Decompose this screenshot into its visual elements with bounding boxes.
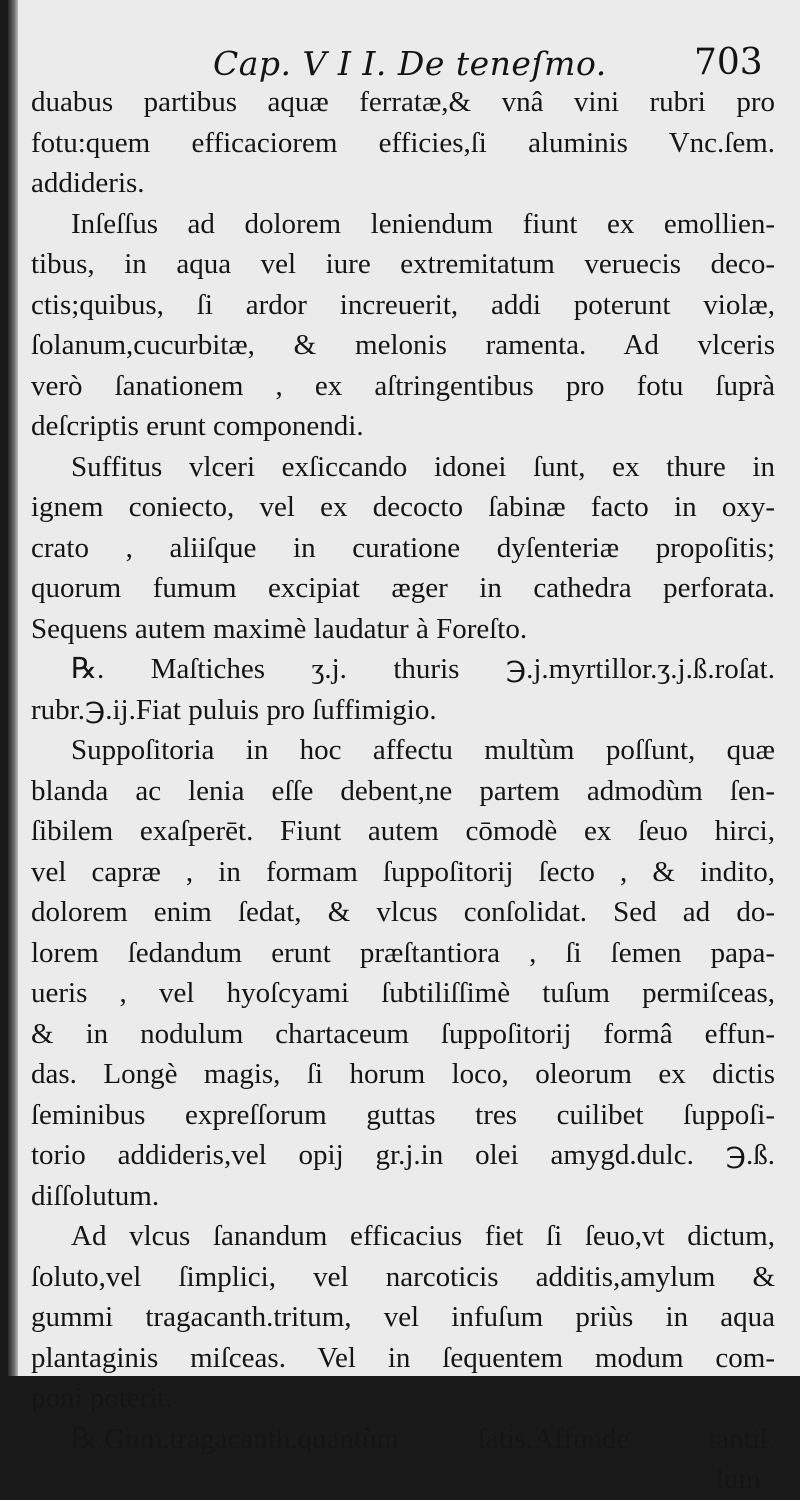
text-line: vel capræ , in formam ſuppoſitorij ſecto , & indito, [31,855,775,888]
book-page [8,0,800,1495]
text-line: crato , aliiſque in curatione dyſenteriæ propoſitis; [31,531,775,564]
paragraph-first-line: Inſeſſus ad dolorem leniendum fiunt ex emollien- [71,207,775,240]
page-number: 703 [694,42,763,83]
catchword: lum [715,1463,761,1495]
text-line: ueris , vel hyoſcyami ſubtiliſſimè tuſum permiſceas, [31,977,775,1009]
text-line: ſolanum,cucurbitæ, & melonis ramenta. Ad vlceris [31,329,775,361]
text-line: torio addideris,vel opij gr.j.in olei amygd.dulc. ℈.ß. [31,1139,775,1171]
paragraph-first-line: Suffitus vlceri exſiccando idonei ſunt, ex thure in [71,450,775,483]
text-line: fotu:quem efficaciorem efficies,ſi aluminis Vnc.ſem. [31,126,775,159]
recipe-first-line: ℞.Gum.tragacanth.quantùm ſatis.Affunde tantil. [71,1422,775,1455]
text-line: addideris. [31,167,145,199]
text-line: poni poterit. [31,1382,173,1414]
text-line: tibus, in aqua vel iure extremitatum veruecis deco- [31,248,775,280]
text-line: ctis;quibus, ſi ardor increuerit, addi poterunt violæ, [31,288,775,321]
text-line: lorem ſedandum erunt præſtantiora , ſi ſemen papa- [31,936,775,969]
text-line: & in nodulum chartaceum ſuppoſitorij formâ effun- [31,1017,775,1050]
book-spine-shadow [8,0,18,1376]
text-line: das. Longè magis, ſi horum loco, oleorum ex dictis [31,1058,775,1090]
text-line: Sequens autem maximè laudatur à Foreſto. [31,612,528,645]
text-line: dolorem enim ſedat, & vlcus conſolidat. Sed ad do- [31,896,775,928]
text-line: quorum fumum excipiat æger in cathedra perforata. [31,572,775,604]
text-line: duabus partibus aquæ ferratæ,& vnâ vini rubri pro [31,86,775,118]
text-line: ſoluto,vel ſimplici, vel narcoticis additis,amylum & [31,1260,775,1293]
text-line: gummi tragacanth.tritum, vel infuſum priùs in aqua [31,1301,775,1333]
paragraph-first-line: Suppoſitoria in hoc affectu multùm poſſunt, quæ [71,734,775,766]
text-line: ſibilem exaſperēt. Fiunt autem cōmodè ex ſeuo hirci, [31,815,775,847]
text-line: verò ſanationem , ex aſtringentibus pro fotu ſuprà [31,369,775,402]
text-line: diſſolutum. [31,1179,160,1212]
body-text [31,82,775,1500]
text-line: rubr.℈.ij.Fiat puluis pro ſuffimigio. [31,693,437,726]
text-line: plantaginis miſceas. Vel in ſequentem modum com- [31,1341,775,1374]
text-line: blanda ac lenia eſſe debent,ne partem admodùm ſen- [31,774,775,807]
text-line: deſcriptis erunt componendi. [31,410,364,442]
running-head: Cap. V I I. De teneſmo. [213,44,607,83]
text-line: ſeminibus expreſſorum guttas tres cuilibet ſuppoſi- [31,1098,775,1131]
recipe-first-line: ℞. Maſtiches ʒ.j. thuris ℈.j.myrtillor.ʒ.j.ß.roſat. [71,653,775,685]
paragraph-first-line: Ad vlcus ſanandum efficacius fiet ſi ſeuo,vt dictum, [71,1220,775,1252]
text-line: ignem coniecto, vel ex decocto ſabinæ facto in oxy- [31,491,775,523]
